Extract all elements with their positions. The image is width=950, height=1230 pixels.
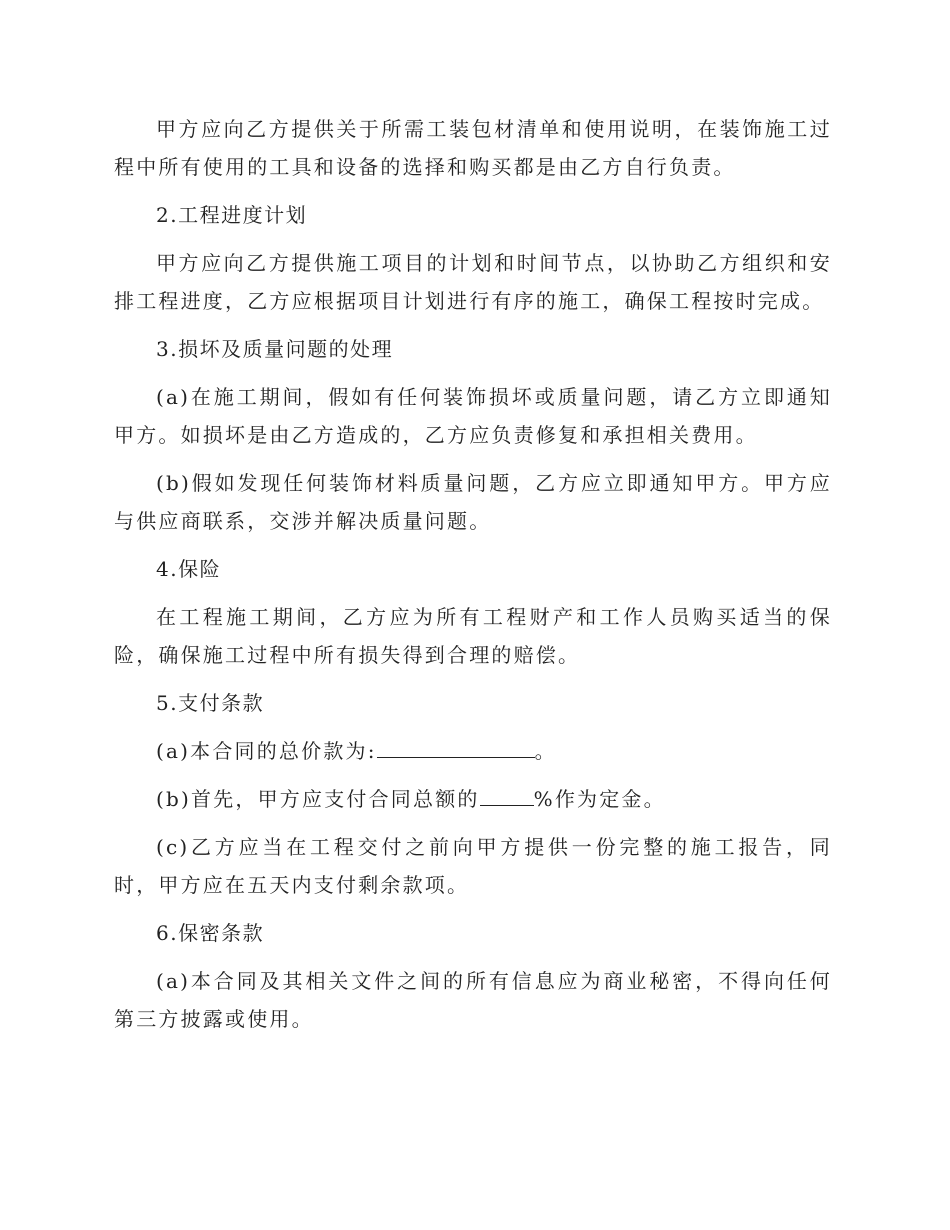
paragraph-materials: 甲方应向乙方提供关于所需工装包材清单和使用说明，在装饰施工过程中所有使用的工具和设备的选择和购买都是由乙方自行负责。 [114, 117, 832, 179]
payment-deposit-end: %作为定金。 [533, 787, 666, 811]
section-heading-damage-quality: 3.损坏及质量问题的处理 [156, 337, 394, 361]
paragraph-payment-report: (c)乙方应当在工程交付之前向甲方提供一份完整的施工报告，同时，甲方应在五天内支付剩余款项。 [114, 835, 832, 897]
section-heading-confidentiality: 6.保密条款 [156, 921, 265, 945]
deposit-percent-blank[interactable] [480, 783, 534, 806]
paragraph-damage-b: (b)假如发现任何装饰材料质量问题，乙方应立即通知甲方。甲方应与供应商联系，交涉并解决质量问题。 [114, 471, 832, 533]
section-heading-insurance: 4.保险 [156, 557, 222, 581]
section-heading-payment: 5.支付条款 [156, 691, 265, 715]
total-price-blank[interactable] [377, 735, 535, 758]
payment-deposit-label: (b)首先，甲方应支付合同总额的 [156, 787, 480, 811]
paragraph-payment-deposit [114, 780, 832, 818]
paragraph-damage-a: (a)在施工期间，假如有任何装饰损坏或质量问题，请乙方立即通知甲方。如损坏是由乙方造成的，乙方应负责修复和承担相关费用。 [114, 385, 832, 447]
paragraph-confidentiality-a: (a)本合同及其相关文件之间的所有信息应为商业秘密，不得向任何第三方披露或使用。 [114, 969, 832, 1031]
payment-total-label: (a)本合同的总价款为: [156, 739, 377, 763]
section-heading-schedule: 2.工程进度计划 [156, 203, 308, 227]
paragraph-insurance: 在工程施工期间，乙方应为所有工程财产和工作人员购买适当的保险，确保施工过程中所有损失得到合理的赔偿。 [114, 605, 832, 667]
paragraph-payment-total [114, 732, 832, 770]
payment-total-end: 。 [534, 739, 557, 763]
paragraph-schedule: 甲方应向乙方提供施工项目的计划和时间节点，以协助乙方组织和安排工程进度，乙方应根据项目计划进行有序的施工，确保工程按时完成。 [114, 251, 832, 313]
document-body [114, 110, 832, 1048]
